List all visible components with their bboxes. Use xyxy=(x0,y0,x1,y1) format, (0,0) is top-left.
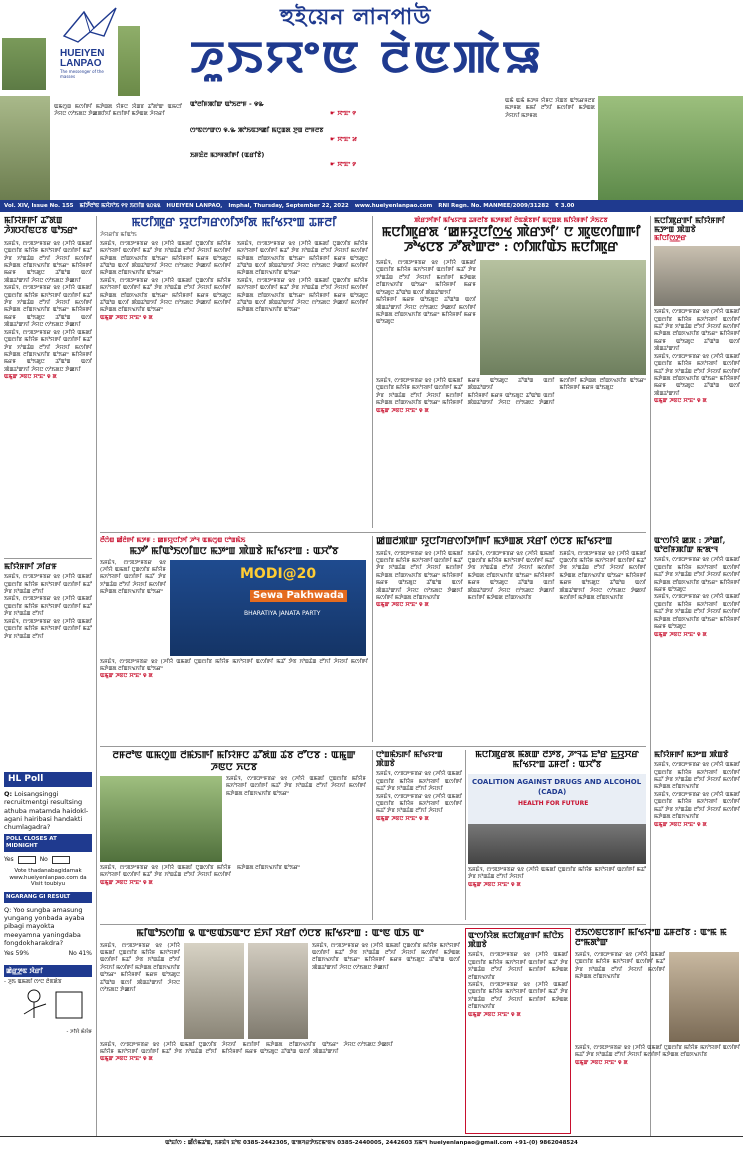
photo-person-2 xyxy=(248,943,308,1039)
teaser-strip xyxy=(0,96,743,200)
teaser-line-2: ꯁꯦꯟꯁꯦꯛꯁ ꯶.꯳ ꯄꯣꯏꯟꯇꯀꯤ ꯃꯅꯨꯡꯗ ꯇꯨꯡ ꯂꯦꯝꯂꯕ xyxy=(190,125,324,134)
photo-panel-people xyxy=(468,824,646,864)
article-body: ꯏꯝꯐꯥꯜ, ꯁꯦꯞꯇꯦꯝꯕꯔ ꯲꯱ (ꯍꯤꯌꯥ ꯑꯃꯗꯤ ꯅꯨꯡꯁꯤꯕ ꯃꯤꯌꯥꯝ ꯃꯈꯣꯌꯒꯤ ꯑꯁꯤꯒꯤ ꯃꯊꯧ ꯇꯥꯕ ꯈꯣꯡꯊꯥꯡ ꯂꯧꯈꯤ xyxy=(4,574,92,596)
article-a2 xyxy=(100,216,368,528)
headline: ꯃꯤꯑꯣꯏꯁꯤꯡ ꯲ ꯑꯦꯟꯑꯥꯏꯑꯦꯅ ꯐꯥꯈꯤ ꯋꯥꯔꯤ ꯁꯥꯅꯕ ꯃꯤꯠꯌꯦꯡ : ꯑꯦꯟ ꯑꯥꯏ ꯑꯦ xyxy=(136,928,424,939)
photo-meeting xyxy=(480,260,646,375)
cartoon-caption: - ꯍꯨꯏ ꯑꯃꯗꯤ ꯁꯦꯅ ꯂꯥꯟꯗꯥꯕ xyxy=(4,979,62,986)
article-body-3: ꯏꯝꯐꯥꯜ, ꯁꯦꯞꯇꯦꯝꯕꯔ ꯲꯱ (ꯍꯤꯌꯥ ꯑꯃꯗꯤ ꯅꯨꯡꯁꯤꯕ ꯃꯤꯌꯥꯝ ꯃꯈꯣꯌꯒꯤ ꯑꯁꯤꯒꯤ ꯃꯊꯧ ꯇꯥꯕ ꯈꯣꯡꯊꯥꯡ ꯂꯧꯈꯤ ꯍꯥꯌꯈꯤ ꯃꯁꯤꯒꯤ ꯃꯇꯥꯡꯗ ꯂꯤꯡꯈꯠꯈꯤꯕ ꯑꯣꯏꯔꯦ ꯃꯤꯌꯥꯝꯒꯤ ꯃꯔꯝ ꯑꯣꯏꯗꯨꯅ ꯊꯧꯑꯣꯡ ꯑꯁꯤ ꯄꯥꯡꯊꯣꯛꯈꯤ xyxy=(376,378,555,407)
article-body-2: ꯏꯝꯐꯥꯜ, ꯁꯦꯞꯇꯦꯝꯕꯔ ꯲꯱ (ꯍꯤꯌꯥ ꯑꯃꯗꯤ ꯅꯨꯡꯁꯤꯕ ꯃꯤꯌꯥꯝ ꯃꯈꯣꯌꯒꯤ ꯑꯁꯤꯒꯤ ꯃꯊꯧ ꯇꯥꯕ ꯈꯣꯡꯊꯥꯡ ꯂꯧꯈꯤ ꯍꯥꯌꯈꯤ ꯃꯁꯤꯒꯤ ꯃꯇꯥꯡꯗ ꯂꯤꯡꯈꯠꯈꯤꯕ xyxy=(654,791,740,821)
continued-link[interactable]: ꯑꯃꯨꯛ ꯍꯟꯅ ꯆꯦꯐꯦ ꯶ ꯗ xyxy=(100,1056,153,1063)
poll-result-question: Q: Yoo sungba amasung yungang yonbada ayaba pibagi mayokta meeyamna yaningdaba fongdokharakdra? xyxy=(4,906,85,947)
continued-link[interactable]: ꯑꯃꯨꯛ ꯍꯟꯅ ꯆꯦꯐꯦ ꯶ ꯗ xyxy=(376,407,429,414)
masthead-photo-tree xyxy=(118,26,140,96)
footer-contact: ꯑꯣꯐꯤꯁ : ꯀꯩꯁꯥꯃꯊꯣꯡ, ꯏꯝꯐꯥꯜ ꯐꯣꯟ 0385-2442305, ꯑꯦꯗꯚꯔꯇꯥꯏꯖꯃꯦꯟꯠ 0385-2440005, 2442603 ꯏꯃꯦꯜ hueiyenlanpao@gmail.com +91-(0) 9862048524 xyxy=(0,1136,743,1150)
byline: ꯍꯥꯌꯔꯤꯕ ꯃꯤꯑꯣꯏ xyxy=(100,231,137,238)
continued-link[interactable]: ꯑꯃꯨꯛ ꯍꯟꯅ ꯆꯦꯐꯦ ꯶ ꯗ xyxy=(654,821,707,828)
continued-link[interactable]: ꯑꯃꯨꯛ ꯍꯟꯅ ꯆꯦꯐꯦ ꯶ ꯗ xyxy=(575,1059,628,1066)
article-a5 xyxy=(100,536,368,742)
continued-link[interactable]: ꯑꯃꯨꯛ ꯍꯟꯅ ꯆꯦꯐꯦ ꯶ ꯗ xyxy=(376,602,429,609)
article-body-2: ꯏꯝꯐꯥꯜ, ꯁꯦꯞꯇꯦꯝꯕꯔ ꯲꯱ (ꯍꯤꯌꯥ ꯑꯃꯗꯤ ꯅꯨꯡꯁꯤꯕ ꯃꯤꯌꯥꯝ ꯃꯈꯣꯌꯒꯤ ꯑꯁꯤꯒꯤ ꯃꯊꯧ ꯇꯥꯕ ꯈꯣꯡꯊꯥꯡ ꯂꯧꯈꯤ ꯍꯥꯌꯈꯤ ꯃꯁꯤꯒꯤ ꯃꯇꯥꯡꯗ ꯂꯤꯡꯈꯠꯈꯤꯕ ꯑꯣꯏꯔꯦ xyxy=(100,865,300,879)
poll-vote-text[interactable]: Vote thadanabagidamak www.hueiyenlanpao.com da Visit toubiyu xyxy=(9,867,87,888)
article-a13 xyxy=(465,928,571,1134)
photo-award xyxy=(669,952,739,1042)
article-body: ꯏꯝꯐꯥꯜ, ꯁꯦꯞꯇꯦꯝꯕꯔ ꯲꯱ (ꯍꯤꯌꯥ ꯑꯃꯗꯤ ꯅꯨꯡꯁꯤꯕ ꯃꯤꯌꯥꯝ ꯃꯈꯣꯌꯒꯤ ꯑꯁꯤꯒꯤ ꯃꯊꯧ ꯇꯥꯕ ꯈꯣꯡꯊꯥꯡ ꯂꯧꯈꯤ ꯍꯥꯌꯈꯤ ꯃꯁꯤꯒꯤ ꯃꯇꯥꯡꯗ ꯂꯤꯡꯈꯠꯈꯤꯕ xyxy=(575,951,665,980)
continued-link[interactable]: ꯑꯃꯨꯛ ꯍꯟꯅ ꯆꯦꯐꯦ ꯶ ꯗ xyxy=(376,815,429,822)
article-col-1 xyxy=(226,776,366,862)
article-body-2: ꯃꯤꯌꯥꯝꯒꯤ ꯃꯔꯝ ꯑꯣꯏꯗꯨꯅ ꯊꯧꯑꯣꯡ ꯑꯁꯤ ꯄꯥꯡꯊꯣꯛꯈꯤ ꯍꯥꯌꯅ ꯁꯣꯏꯗꯅ ꯇꯥꯀꯈꯤ ꯃꯁꯤꯒꯤ ꯃꯇꯥꯡꯗ ꯂꯤꯡꯈꯠꯈꯤꯕ ꯑꯣꯏꯔꯦ ꯃꯤꯌꯥꯝꯒꯤ ꯃꯔꯝ ꯑꯣꯏꯗꯨꯅ xyxy=(376,297,476,326)
poll-yes-label: Yes xyxy=(4,855,14,863)
article-columns xyxy=(376,378,646,408)
subhead: ꯃꯤꯅꯤꯁ꯭ꯇꯔ xyxy=(654,234,687,243)
article-a7 xyxy=(654,536,740,742)
article-a3 xyxy=(376,216,646,528)
poll-no-pct: No 41% xyxy=(68,949,92,957)
cartoon-title: ꯀꯥꯔ꯭ꯇꯨꯟ ꯋꯥꯔꯤ xyxy=(4,965,92,977)
article-col-1 xyxy=(376,260,476,375)
article-body-3: ꯏꯝꯐꯥꯜ, ꯁꯦꯞꯇꯦꯝꯕꯔ ꯲꯱ (ꯍꯤꯌꯥ ꯑꯃꯗꯤ ꯅꯨꯡꯁꯤꯕ ꯃꯤꯌꯥꯝ ꯃꯈꯣꯌꯒꯤ ꯑꯁꯤꯒꯤ ꯃꯊꯧ ꯇꯥꯕ ꯈꯣꯡꯊꯥꯡ ꯂꯧꯈꯤ ꯍꯥꯌꯈꯤ ꯃꯁꯤꯒꯤ ꯃꯇꯥꯡꯗ ꯂꯤꯡꯈꯠꯈꯤꯕ ꯑꯣꯏꯔꯦ ꯃꯤꯌꯥꯝꯒꯤ ꯃꯔꯝ ꯑꯣꯏꯗꯨꯅ ꯊꯧꯑꯣꯡ ꯑꯁꯤ ꯄꯥꯡꯊꯣꯛꯈꯤ ꯍꯥꯌꯅ ꯁꯣꯏꯗꯅ ꯇꯥꯀꯈꯤ ꯃꯁꯤꯒꯤ ꯃꯇꯥꯡꯗ ꯂꯤꯡꯈꯠꯈꯤꯕ xyxy=(559,550,646,602)
logo xyxy=(60,6,120,79)
price: ₹ 3.00 xyxy=(555,202,575,209)
article-body-2: ꯏꯝꯐꯥꯜ, ꯁꯦꯞꯇꯦꯝꯕꯔ ꯲꯱ (ꯍꯤꯌꯥ ꯑꯃꯗꯤ ꯅꯨꯡꯁꯤꯕ ꯃꯤꯌꯥꯝ ꯃꯈꯣꯌꯒꯤ ꯑꯁꯤꯒꯤ ꯃꯊꯧ ꯇꯥꯕ ꯈꯣꯡꯊꯥꯡ ꯂꯧꯈꯤ ꯍꯥꯌꯈꯤ ꯃꯁꯤꯒꯤ ꯃꯇꯥꯡꯗ ꯂꯤꯡꯈꯠꯈꯤꯕ xyxy=(468,982,568,1011)
banner-cada-short: (CADA) xyxy=(538,787,567,796)
article-body: ꯏꯝꯐꯥꯜ, ꯁꯦꯞꯇꯦꯝꯕꯔ ꯲꯱ (ꯍꯤꯌꯥ ꯑꯃꯗꯤ ꯅꯨꯡꯁꯤꯕ ꯃꯤꯌꯥꯝ ꯃꯈꯣꯌꯒꯤ ꯑꯁꯤꯒꯤ ꯃꯊꯧ ꯇꯥꯕ ꯈꯣꯡꯊꯥꯡ ꯂꯧꯈꯤ ꯍꯥꯌꯈꯤ ꯃꯁꯤꯒꯤ ꯃꯇꯥꯡꯗ ꯂꯤꯡꯈꯠꯈꯤꯕ ꯑꯣꯏꯔꯦ ꯃꯤꯌꯥꯝꯒꯤ ꯃꯔꯝ ꯑꯣꯏꯗꯨꯅ ꯊꯧꯑꯣꯡ ꯑꯁꯤ ꯄꯥꯡꯊꯣꯛꯈꯤ ꯍꯥꯌꯅ ꯁꯣꯏꯗꯅ ꯇꯥꯀꯈꯤ ꯃꯁꯤꯒꯤ ꯃꯇꯥꯡꯗ ꯂꯤꯡꯈꯠꯈꯤꯕ ꯑꯣꯏꯔꯦ xyxy=(100,240,231,277)
masthead-title-meitei: ꯍꯨꯏꯌꯦꯟ ꯂꯥꯟꯄꯥꯎ xyxy=(190,32,544,83)
article-columns xyxy=(100,1042,460,1057)
poll-title: HL Poll xyxy=(4,772,92,787)
volume-issue: Vol. XIV, Issue No. 155 xyxy=(4,202,74,209)
poll-no-label: No xyxy=(39,855,48,863)
poll-options xyxy=(4,856,92,864)
article-columns xyxy=(100,241,368,315)
article-body-3: ꯏꯝꯐꯥꯜ, ꯁꯦꯞꯇꯦꯝꯕꯔ ꯲꯱ (ꯍꯤꯌꯥ ꯑꯃꯗꯤ ꯅꯨꯡꯁꯤꯕ ꯃꯤꯌꯥꯝ ꯃꯈꯣꯌꯒꯤ ꯑꯁꯤꯒꯤ ꯃꯊꯧ ꯇꯥꯕ ꯈꯣꯡꯊꯥꯡ ꯂꯧꯈꯤ ꯍꯥꯌꯈꯤ ꯃꯁꯤꯒꯤ ꯃꯇꯥꯡꯗ ꯂꯤꯡꯈꯠꯈꯤꯕ ꯑꯣꯏꯔꯦ ꯃꯤꯌꯥꯝꯒꯤ ꯃꯔꯝ ꯑꯣꯏꯗꯨꯅ ꯊꯧꯑꯣꯡ ꯑꯁꯤ ꯄꯥꯡꯊꯣꯛꯈꯤ ꯍꯥꯌꯅ ꯁꯣꯏꯗꯅ ꯇꯥꯀꯈꯤ xyxy=(4,329,92,373)
article-body: ꯏꯝꯐꯥꯜ, ꯁꯦꯞꯇꯦꯝꯕꯔ ꯲꯱ (ꯍꯤꯌꯥ ꯑꯃꯗꯤ ꯅꯨꯡꯁꯤꯕ ꯃꯤꯌꯥꯝ ꯃꯈꯣꯌꯒꯤ ꯑꯁꯤꯒꯤ ꯃꯊꯧ ꯇꯥꯕ ꯈꯣꯡꯊꯥꯡ ꯂꯧꯈꯤ ꯍꯥꯌꯈꯤ ꯃꯁꯤꯒꯤ ꯃꯇꯥꯡꯗ ꯂꯤꯡꯈꯠꯈꯤꯕ xyxy=(654,762,740,791)
photo-modi-event xyxy=(170,560,366,656)
poll-closes: POLL CLOSES AT MIDNIGHT xyxy=(4,834,92,852)
teaser-index xyxy=(190,100,500,177)
article-body-2: ꯏꯝꯐꯥꯜ, ꯁꯦꯞꯇꯦꯝꯕꯔ ꯲꯱ (ꯍꯤꯌꯥ ꯑꯃꯗꯤ ꯅꯨꯡꯁꯤꯕ ꯃꯤꯌꯥꯝ ꯃꯈꯣꯌꯒꯤ ꯑꯁꯤꯒꯤ ꯃꯊꯧ ꯇꯥꯕ ꯈꯣꯡꯊꯥꯡ ꯂꯧꯈꯤ ꯍꯥꯌꯈꯤ ꯃꯁꯤꯒꯤ ꯃꯇꯥꯡꯗ ꯂꯤꯡꯈꯠꯈꯤꯕ xyxy=(575,1044,740,1059)
banner-bjp: BHARATIYA JANATA PARTY xyxy=(244,609,321,617)
teaser-photo-left xyxy=(0,96,50,200)
article-body-3: ꯏꯝꯐꯥꯜ, ꯁꯦꯞꯇꯦꯝꯕꯔ ꯲꯱ (ꯍꯤꯌꯥ ꯑꯃꯗꯤ ꯅꯨꯡꯁꯤꯕ ꯃꯤꯌꯥꯝ ꯃꯈꯣꯌꯒꯤ ꯑꯁꯤꯒꯤ ꯃꯊꯧ ꯇꯥꯕ ꯈꯣꯡꯊꯥꯡ ꯂꯧꯈꯤ ꯍꯥꯌꯈꯤ ꯃꯁꯤꯒꯤ ꯃꯇꯥꯡꯗ ꯂꯤꯡꯈꯠꯈꯤꯕ ꯑꯣꯏꯔꯦ ꯃꯤꯌꯥꯝꯒꯤ ꯃꯔꯝ ꯑꯣꯏꯗꯨꯅ ꯊꯧꯑꯣꯡ ꯑꯁꯤ ꯄꯥꯡꯊꯣꯛꯈꯤ ꯍꯥꯌꯅ ꯁꯣꯏꯗꯅ ꯇꯥꯀꯈꯤ xyxy=(100,1041,393,1055)
hl-poll xyxy=(4,772,92,1062)
cartoon-figure-icon xyxy=(4,986,92,1026)
masthead xyxy=(0,0,743,96)
article-body-2: ꯏꯝꯐꯥꯜ, ꯁꯦꯞꯇꯦꯝꯕꯔ ꯲꯱ (ꯍꯤꯌꯥ ꯑꯃꯗꯤ ꯅꯨꯡꯁꯤꯕ ꯃꯤꯌꯥꯝ ꯃꯈꯣꯌꯒꯤ ꯑꯁꯤꯒꯤ ꯃꯊꯧ ꯇꯥꯕ ꯈꯣꯡꯊꯥꯡ ꯂꯧꯈꯤ ꯍꯥꯌꯈꯤ ꯃꯁꯤꯒꯤ ꯃꯇꯥꯡꯗ ꯂꯤꯡꯈꯠꯈꯤꯕ ꯑꯣꯏꯔꯦ ꯃꯤꯌꯥꯝꯒꯤ ꯃꯔꯝ ꯑꯣꯏꯗꯨꯅ ꯊꯧꯑꯣꯡ ꯑꯁꯤ ꯄꯥꯡꯊꯣꯛꯈꯤ ꯍꯥꯌꯅ ꯁꯣꯏꯗꯅ ꯇꯥꯀꯈꯤ ꯃꯁꯤꯒꯤ ꯃꯇꯥꯡꯗ ꯂꯤꯡꯈꯠꯈꯤꯕ ꯑꯣꯏꯔꯦ xyxy=(100,277,231,314)
article-a9 xyxy=(376,750,462,920)
logo-word-1: HUEIYEN xyxy=(60,47,105,59)
rni-regn: RNI Regn. No. MANMEE/2009/31282 xyxy=(438,202,550,209)
article-a15 xyxy=(4,562,92,762)
continued-link[interactable]: ꯑꯃꯨꯛ ꯍꯟꯅ ꯆꯦꯐꯦ ꯶ ꯗ xyxy=(100,314,153,321)
cartoon-credit: - ꯍꯤꯌꯥ ꯃꯥꯌꯥꯝ xyxy=(66,1028,92,1035)
article-body-2: ꯏꯝꯐꯥꯜ, ꯁꯦꯞꯇꯦꯝꯕꯔ ꯲꯱ (ꯍꯤꯌꯥ ꯑꯃꯗꯤ ꯅꯨꯡꯁꯤꯕ ꯃꯤꯌꯥꯝ ꯃꯈꯣꯌꯒꯤ ꯑꯁꯤꯒꯤ ꯃꯊꯧ ꯇꯥꯕ ꯈꯣꯡꯊꯥꯡ ꯂꯧꯈꯤ ꯍꯥꯌꯈꯤ xyxy=(376,793,462,815)
photo-minister xyxy=(654,246,740,306)
article-body-2: ꯏꯝꯐꯥꯜ, ꯁꯦꯞꯇꯦꯝꯕꯔ ꯲꯱ (ꯍꯤꯌꯥ ꯑꯃꯗꯤ ꯅꯨꯡꯁꯤꯕ ꯃꯤꯌꯥꯝ ꯃꯈꯣꯌꯒꯤ ꯑꯁꯤꯒꯤ ꯃꯊꯧ ꯇꯥꯕ ꯈꯣꯡꯊꯥꯡ ꯂꯧꯈꯤ xyxy=(4,596,92,618)
article-body: ꯏꯝꯐꯥꯜ, ꯁꯦꯞꯇꯦꯝꯕꯔ ꯲꯱ (ꯍꯤꯌꯥ ꯑꯃꯗꯤ ꯅꯨꯡꯁꯤꯕ ꯃꯤꯌꯥꯝ ꯃꯈꯣꯌꯒꯤ ꯑꯁꯤꯒꯤ ꯃꯊꯧ ꯇꯥꯕ ꯈꯣꯡꯊꯥꯡ ꯂꯧꯈꯤ ꯍꯥꯌꯈꯤ ꯃꯁꯤꯒꯤ ꯃꯇꯥꯡꯗ ꯂꯤꯡꯈꯠꯈꯤꯕ ꯑꯣꯏꯔꯦ ꯃꯤꯌꯥꯝꯒꯤ ꯃꯔꯝ ꯑꯣꯏꯗꯨꯅ ꯊꯧꯑꯣꯡ ꯑꯁꯤ ꯄꯥꯡꯊꯣꯛꯈꯤ ꯍꯥꯌꯅ ꯁꯣꯏꯗꯅ ꯇꯥꯀꯈꯤ ꯃꯁꯤꯒꯤ ꯃꯇꯥꯡꯗ ꯂꯤꯡꯈꯠꯈꯤꯕ xyxy=(376,550,463,602)
headline: ꯃꯤꯌꯥꯝꯒꯤ ꯊꯧꯗꯥꯡ ꯍꯥꯞꯆꯤꯟꯅꯕ ꯑꯣꯏꯔꯦ xyxy=(4,216,78,237)
poll-yes-box[interactable] xyxy=(18,856,36,864)
headline: ꯃꯤꯌꯥꯝꯒꯤ ꯃꯇꯦꯡ ꯄꯥꯡꯕꯥ xyxy=(654,750,729,759)
poll-yes-pct: Yes 59% xyxy=(4,949,29,957)
headline: ꯃꯤꯌꯥꯝꯒꯤ ꯍꯤꯔꯝ xyxy=(4,562,57,571)
dateline-bar xyxy=(0,200,743,212)
kicker: ꯄꯥꯔꯇꯤꯒꯤ ꯃꯤꯠꯌꯦꯡ ꯊꯝꯂꯤꯕ ꯃꯇꯝꯗꯤ ꯂꯥꯟꯗꯥꯕꯒꯤ ꯃꯅꯨꯡꯗ ꯃꯤꯌꯥꯝꯒꯤ ꯍꯥꯏꯖꯕ xyxy=(414,216,608,224)
poll-result-pct xyxy=(4,950,92,958)
place-date: Imphal, Thursday, September 22, 2022 xyxy=(228,202,349,209)
headline: ꯀꯥꯡꯂꯩꯄꯥꯛ ꯌꯨꯅꯤꯚꯔꯁꯤꯇꯤꯒꯤ ꯃꯇꯥꯡꯗ ꯋꯥꯔꯤ ꯁꯥꯅꯕ ꯃꯤꯠꯌꯦꯡ xyxy=(376,536,613,547)
headline: ꯂꯥꯏꯁꯥꯟꯅꯕꯒꯤ ꯃꯤꯠꯌꯦꯡ ꯊꯝꯂꯤꯕ : ꯑꯦꯃꯥ ꯃꯥ ꯂꯦꯃꯗꯣꯛ xyxy=(575,928,727,949)
article-body: ꯏꯝꯐꯥꯜ, ꯁꯦꯞꯇꯦꯝꯕꯔ ꯲꯱ (ꯍꯤꯌꯥ ꯑꯃꯗꯤ ꯅꯨꯡꯁꯤꯕ ꯃꯤꯌꯥꯝ ꯃꯈꯣꯌꯒꯤ ꯑꯁꯤꯒꯤ ꯃꯊꯧ ꯇꯥꯕ ꯈꯣꯡꯊꯥꯡ ꯂꯧꯈꯤ ꯍꯥꯌꯈꯤ ꯃꯁꯤꯒꯤ ꯃꯇꯥꯡꯗ ꯂꯤꯡꯈꯠꯈꯤꯕ ꯑꯣꯏꯔꯦ xyxy=(226,776,366,797)
article-a1 xyxy=(4,216,92,556)
continued-link[interactable]: ꯑꯃꯨꯛ ꯍꯟꯅ ꯆꯦꯐꯦ ꯶ ꯗ xyxy=(4,374,57,381)
headline: ꯂꯝꯂꯣꯟ ꯑꯃꯁꯨꯡ ꯂꯩꯃꯥꯏꯒꯤ ꯃꯤꯌꯥꯝꯅ ꯊꯧꯗꯥꯡ ꯊꯥꯕ ꯂꯧꯅꯕ : ꯑꯃꯨꯛ ꯍꯟꯅ ꯈꯅꯕ xyxy=(112,750,356,773)
photo-person-1 xyxy=(184,943,244,1039)
article-body: ꯏꯝꯐꯥꯜ, ꯁꯦꯞꯇꯦꯝꯕꯔ ꯲꯱ (ꯍꯤꯌꯥ ꯑꯃꯗꯤ ꯅꯨꯡꯁꯤꯕ ꯃꯤꯌꯥꯝ ꯃꯈꯣꯌꯒꯤ ꯑꯁꯤꯒꯤ ꯃꯊꯧ ꯇꯥꯕ ꯈꯣꯡꯊꯥꯡ ꯂꯧꯈꯤ ꯍꯥꯌꯈꯤ ꯃꯁꯤꯒꯤ ꯃꯇꯥꯡꯗ ꯂꯤꯡꯈꯠꯈꯤꯕ ꯑꯣꯏꯔꯦ ꯃꯤꯌꯥꯝꯒꯤ ꯃꯔꯝ ꯑꯣꯏꯗꯨꯅ ꯊꯧꯑꯣꯡ ꯑꯁꯤ ꯄꯥꯡꯊꯣꯛꯈꯤ ꯍꯥꯌꯅ ꯁꯣꯏꯗꯅ ꯇꯥꯀꯈꯤ xyxy=(4,240,92,284)
article-body: ꯏꯝꯐꯥꯜ, ꯁꯦꯞꯇꯦꯝꯕꯔ ꯲꯱ (ꯍꯤꯌꯥ ꯑꯃꯗꯤ ꯅꯨꯡꯁꯤꯕ ꯃꯤꯌꯥꯝ ꯃꯈꯣꯌꯒꯤ ꯑꯁꯤꯒꯤ ꯃꯊꯧ ꯇꯥꯕ ꯈꯣꯡꯊꯥꯡ ꯂꯧꯈꯤ ꯍꯥꯌꯈꯤ ꯃꯁꯤꯒꯤ ꯃꯇꯥꯡꯗ ꯂꯤꯡꯈꯠꯈꯤꯕ ꯑꯣꯏꯔꯦ xyxy=(100,559,166,596)
article-body: ꯏꯝꯐꯥꯜ, ꯁꯦꯞꯇꯦꯝꯕꯔ ꯲꯱ (ꯍꯤꯌꯥ ꯑꯃꯗꯤ ꯅꯨꯡꯁꯤꯕ ꯃꯤꯌꯥꯝ ꯃꯈꯣꯌꯒꯤ ꯑꯁꯤꯒꯤ ꯃꯊꯧ ꯇꯥꯕ ꯈꯣꯡꯊꯥꯡ ꯂꯧꯈꯤ ꯍꯥꯌꯈꯤ ꯃꯁꯤꯒꯤ ꯃꯇꯥꯡꯗ ꯂꯤꯡꯈꯠꯈꯤꯕ ꯑꯣꯏꯔꯦ ꯃꯤꯌꯥꯝꯒꯤ ꯃꯔꯝ ꯑꯣꯏꯗꯨꯅ ꯊꯧꯑꯣꯡ ꯑꯁꯤ ꯄꯥꯡꯊꯣꯛꯈꯤ xyxy=(376,260,476,296)
article-body: ꯏꯝꯐꯥꯜ, ꯁꯦꯞꯇꯦꯝꯕꯔ ꯲꯱ (ꯍꯤꯌꯥ ꯑꯃꯗꯤ ꯅꯨꯡꯁꯤꯕ ꯃꯤꯌꯥꯝ ꯃꯈꯣꯌꯒꯤ ꯑꯁꯤꯒꯤ ꯃꯊꯧ ꯇꯥꯕ ꯈꯣꯡꯊꯥꯡ ꯂꯧꯈꯤ ꯍꯥꯌꯈꯤ ꯃꯁꯤꯒꯤ ꯃꯇꯥꯡꯗ ꯂꯤꯡꯈꯠꯈꯤꯕ ꯑꯣꯏꯔꯦ ꯃꯤꯌꯥꯝꯒꯤ ꯃꯔꯝ ꯑꯣꯏꯗꯨꯅ ꯊꯧꯑꯣꯡ ꯑꯁꯤ ꯄꯥꯡꯊꯣꯛꯈꯤ xyxy=(654,309,740,353)
article-a14 xyxy=(575,928,740,1134)
article-col-1 xyxy=(100,560,166,656)
article-body: ꯏꯝꯐꯥꯜ, ꯁꯦꯞꯇꯦꯝꯕꯔ ꯲꯱ (ꯍꯤꯌꯥ ꯑꯃꯗꯤ ꯅꯨꯡꯁꯤꯕ ꯃꯤꯌꯥꯝ ꯃꯈꯣꯌꯒꯤ ꯑꯁꯤꯒꯤ ꯃꯊꯧ ꯇꯥꯕ ꯈꯣꯡꯊꯥꯡ ꯂꯧꯈꯤ ꯍꯥꯌꯈꯤ ꯃꯁꯤꯒꯤ ꯃꯇꯥꯡꯗ ꯂꯤꯡꯈꯠꯈꯤꯕ xyxy=(468,952,568,981)
masthead-title-bengali: হুইয়েন লানপাউ xyxy=(280,4,432,30)
article-body: ꯏꯝꯐꯥꯜ, ꯁꯦꯞꯇꯦꯝꯕꯔ ꯲꯱ (ꯍꯤꯌꯥ ꯑꯃꯗꯤ ꯅꯨꯡꯁꯤꯕ ꯃꯤꯌꯥꯝ ꯃꯈꯣꯌꯒꯤ ꯑꯁꯤꯒꯤ ꯃꯊꯧ ꯇꯥꯕ ꯈꯣꯡꯊꯥꯡ ꯂꯧꯈꯤ ꯍꯥꯌꯈꯤ xyxy=(468,866,646,881)
headline: ꯑꯦꯁꯤꯌꯥ ꯀꯞ : ꯍꯣꯀꯤ, ꯑꯣꯂꯤꯝꯄꯤꯛ ꯃꯦꯗꯦꯜ xyxy=(654,536,726,555)
headline: ꯃꯅꯤꯄꯨꯔꯒꯤ ꯃꯤꯌꯥꯝꯒꯤ ꯃꯇꯦꯡ ꯄꯥꯡꯕꯥ xyxy=(654,216,725,235)
article-body-2: ꯏꯝꯐꯥꯜ, ꯁꯦꯞꯇꯦꯝꯕꯔ ꯲꯱ (ꯍꯤꯌꯥ ꯑꯃꯗꯤ ꯅꯨꯡꯁꯤꯕ ꯃꯤꯌꯥꯝ ꯃꯈꯣꯌꯒꯤ ꯑꯁꯤꯒꯤ ꯃꯊꯧ ꯇꯥꯕ ꯈꯣꯡꯊꯥꯡ ꯂꯧꯈꯤ ꯍꯥꯌꯈꯤ ꯃꯁꯤꯒꯤ ꯃꯇꯥꯡꯗ ꯂꯤꯡꯈꯠꯈꯤꯕ ꯑꯣꯏꯔꯦ ꯃꯤꯌꯥꯝꯒꯤ ꯃꯔꯝ ꯑꯣꯏꯗꯨꯅ ꯊꯧꯑꯣꯡ ꯑꯁꯤ ꯄꯥꯡꯊꯣꯛꯈꯤ ꯍꯥꯌꯅ ꯁꯣꯏꯗꯅ ꯇꯥꯀꯈꯤ ꯃꯁꯤꯒꯤ ꯃꯇꯥꯡꯗ ꯂꯤꯡꯈꯠꯈꯤꯕ xyxy=(467,550,555,602)
teaser-page-2[interactable]: ☛ ꯆꯦꯐꯦ ꯷ xyxy=(330,135,357,143)
headline: ꯃꯅꯤꯄꯨꯔꯗ ‘ꯀꯝꯌꯨꯅꯤꯁ꯭ꯠ ꯄꯥꯔꯇꯤ’ ꯅ ꯄꯨꯟꯁꯤꯡꯒꯤ ꯍꯣꯠꯅꯕ ꯍꯧꯗꯣꯛꯂꯦ : ꯁꯤꯄꯤꯑꯥꯏ ꯃꯅꯤꯄꯨꯔ xyxy=(381,225,641,256)
website-link[interactable]: www.hueiyenlanpao.com xyxy=(354,202,433,209)
article-body-3: ꯏꯝꯐꯥꯜ, ꯁꯦꯞꯇꯦꯝꯕꯔ ꯲꯱ (ꯍꯤꯌꯥ ꯑꯃꯗꯤ ꯅꯨꯡꯁꯤꯕ ꯃꯤꯌꯥꯝ ꯃꯈꯣꯌꯒꯤ ꯑꯁꯤꯒꯤ ꯃꯊꯧ ꯇꯥꯕ ꯈꯣꯡꯊꯥꯡ ꯂꯧꯈꯤ xyxy=(4,618,92,640)
headline: ꯃꯅꯤꯄꯨꯔ ꯌꯨꯅꯤꯚꯔꯁꯤꯇꯤꯗ ꯃꯤꯠꯌꯦꯡ ꯊꯝꯂꯤ xyxy=(131,216,337,229)
continued-link[interactable]: ꯑꯃꯨꯛ ꯍꯟꯅ ꯆꯦꯐꯦ ꯶ ꯗ xyxy=(468,1011,521,1018)
poll-result-title: NGARANG GI RESULT xyxy=(4,892,92,903)
teaser-line-1: ꯑꯣꯂꯤꯝꯄꯤꯛ ꯑꯣꯏꯂꯦꯝ - ꯶꯳ xyxy=(190,100,264,108)
kicker: ꯂꯩꯁꯥꯡ ꯀꯪꯂꯥꯒꯤ ꯃꯇꯝ : ꯀꯝꯌꯨꯅꯤꯇꯤ ꯍꯣꯜ ꯑꯃꯁꯨꯡ ꯅꯣꯡꯃꯥꯏ xyxy=(100,536,246,544)
headline: ꯑꯦꯁꯤꯌꯥꯗ ꯃꯅꯤꯄꯨꯔꯒꯤ ꯃꯤꯅꯥꯏ ꯄꯥꯡꯕꯥ xyxy=(468,930,564,950)
article-col-1 xyxy=(100,943,180,1039)
teaser-photo-right xyxy=(598,96,743,200)
article-body: ꯏꯝꯐꯥꯜ, ꯁꯦꯞꯇꯦꯝꯕꯔ ꯲꯱ (ꯍꯤꯌꯥ ꯑꯃꯗꯤ ꯅꯨꯡꯁꯤꯕ ꯃꯤꯌꯥꯝ ꯃꯈꯣꯌꯒꯤ ꯑꯁꯤꯒꯤ ꯃꯊꯧ ꯇꯥꯕ ꯈꯣꯡꯊꯥꯡ ꯂꯧꯈꯤ ꯍꯥꯌꯈꯤ ꯃꯁꯤꯒꯤ ꯃꯇꯥꯡꯗ ꯂꯤꯡꯈꯠꯈꯤꯕ ꯑꯣꯏꯔꯦ ꯃꯤꯌꯥꯝꯒꯤ ꯃꯔꯝ ꯑꯣꯏꯗꯨꯅ ꯊꯧꯑꯣꯡ ꯑꯁꯤ ꯄꯥꯡꯊꯣꯛꯈꯤ ꯍꯥꯌꯅ ꯁꯣꯏꯗꯅ ꯇꯥꯀꯈꯤ xyxy=(100,942,180,994)
article-body-2: ꯏꯝꯐꯥꯜ, ꯁꯦꯞꯇꯦꯝꯕꯔ ꯲꯱ (ꯍꯤꯌꯥ ꯑꯃꯗꯤ ꯅꯨꯡꯁꯤꯕ ꯃꯤꯌꯥꯝ ꯃꯈꯣꯌꯒꯤ ꯑꯁꯤꯒꯤ ꯃꯊꯧ ꯇꯥꯕ ꯈꯣꯡꯊꯥꯡ ꯂꯧꯈꯤ ꯍꯥꯌꯈꯤ ꯃꯁꯤꯒꯤ ꯃꯇꯥꯡꯗ ꯂꯤꯡꯈꯠꯈꯤꯕ ꯑꯣꯏꯔꯦ ꯃꯤꯌꯥꯝꯒꯤ ꯃꯔꯝ ꯑꯣꯏꯗꯨꯅ xyxy=(654,594,740,631)
origami-bird-icon xyxy=(60,6,120,46)
article-a11 xyxy=(654,750,740,920)
teaser-left-text: ꯑꯃꯁꯨꯡ ꯃꯁꯤꯒꯤ ꯃꯇꯥꯡꯗ ꯌꯥꯝꯅ ꯋꯥꯡꯕ ꯊꯧꯗꯣꯛ ꯑꯃꯅꯤ ꯍꯥꯌꯅ ꯁꯣꯏꯗꯅ ꯇꯥꯀꯄꯤꯈꯤ ꯃꯁꯤꯒꯤ ꯃꯇꯥꯡꯗ ꯍꯥꯌꯔꯤ xyxy=(54,104,182,118)
article-body: ꯏꯝꯐꯥꯜ, ꯁꯦꯞꯇꯦꯝꯕꯔ ꯲꯱ (ꯍꯤꯌꯥ ꯑꯃꯗꯤ ꯅꯨꯡꯁꯤꯕ ꯃꯤꯌꯥꯝ ꯃꯈꯣꯌꯒꯤ ꯑꯁꯤꯒꯤ ꯃꯊꯧ ꯇꯥꯕ ꯈꯣꯡꯊꯥꯡ ꯂꯧꯈꯤ ꯍꯥꯌꯈꯤ xyxy=(376,771,462,793)
article-columns xyxy=(100,865,368,880)
article-body-2: ꯏꯝꯐꯥꯜ, ꯁꯦꯞꯇꯦꯝꯕꯔ ꯲꯱ (ꯍꯤꯌꯥ ꯑꯃꯗꯤ ꯅꯨꯡꯁꯤꯕ ꯃꯤꯌꯥꯝ ꯃꯈꯣꯌꯒꯤ ꯑꯁꯤꯒꯤ ꯃꯊꯧ ꯇꯥꯕ ꯈꯣꯡꯊꯥꯡ ꯂꯧꯈꯤ ꯍꯥꯌꯈꯤ ꯃꯁꯤꯒꯤ ꯃꯇꯥꯡꯗ ꯂꯤꯡꯈꯠꯈꯤꯕ ꯑꯣꯏꯔꯦ ꯃꯤꯌꯥꯝꯒꯤ ꯃꯔꯝ ꯑꯣꯏꯗꯨꯅ ꯊꯧꯑꯣꯡ ꯑꯁꯤ ꯄꯥꯡꯊꯣꯛꯈꯤ xyxy=(654,353,740,397)
banner-sewa: Sewa Pakhwada xyxy=(250,590,347,603)
article-a6 xyxy=(376,536,646,742)
continued-link[interactable]: ꯑꯃꯨꯛ ꯍꯟꯅ ꯆꯦꯐꯦ ꯶ ꯗ xyxy=(100,879,153,886)
article-body-3: ꯏꯝꯐꯥꯜ, ꯁꯦꯞꯇꯦꯝꯕꯔ ꯲꯱ (ꯍꯤꯌꯥ ꯑꯃꯗꯤ ꯅꯨꯡꯁꯤꯕ ꯃꯤꯌꯥꯝ ꯃꯈꯣꯌꯒꯤ ꯑꯁꯤꯒꯤ ꯃꯊꯧ ꯇꯥꯕ ꯈꯣꯡꯊꯥꯡ ꯂꯧꯈꯤ ꯍꯥꯌꯈꯤ ꯃꯁꯤꯒꯤ ꯃꯇꯥꯡꯗ ꯂꯤꯡꯈꯠꯈꯤꯕ ꯑꯣꯏꯔꯦ ꯃꯤꯌꯥꯝꯒꯤ ꯃꯔꯝ ꯑꯣꯏꯗꯨꯅ ꯊꯧꯑꯣꯡ ꯑꯁꯤ ꯄꯥꯡꯊꯣꯛꯈꯤ ꯍꯥꯌꯅ ꯁꯣꯏꯗꯅ ꯇꯥꯀꯈꯤ ꯃꯁꯤꯒꯤ ꯃꯇꯥꯡꯗ ꯂꯤꯡꯈꯠꯈꯤꯕ ꯑꯣꯏꯔꯦ xyxy=(237,240,368,277)
teaser-line-3: ꯏꯝꯐꯥꯂ ꯃꯇꯝꯗꯤꯒꯤ (ꯑꯔꯤꯕꯥ) xyxy=(190,151,265,160)
article-body: ꯏꯝꯐꯥꯜ, ꯁꯦꯞꯇꯦꯝꯕꯔ ꯲꯱ (ꯍꯤꯌꯥ ꯑꯃꯗꯤ ꯅꯨꯡꯁꯤꯕ ꯃꯤꯌꯥꯝ ꯃꯈꯣꯌꯒꯤ ꯑꯁꯤꯒꯤ ꯃꯊꯧ ꯇꯥꯕ ꯈꯣꯡꯊꯥꯡ ꯂꯧꯈꯤ ꯍꯥꯌꯈꯤ ꯃꯁꯤꯒꯤ ꯃꯇꯥꯡꯗ ꯂꯤꯡꯈꯠꯈꯤꯕ ꯑꯣꯏꯔꯦ ꯃꯤꯌꯥꯝꯒꯤ ꯃꯔꯝ ꯑꯣꯏꯗꯨꯅ xyxy=(654,557,740,594)
banner-modi20: MODI@20 xyxy=(240,565,317,582)
article-a10 xyxy=(468,750,646,920)
article-body-2: ꯏꯝꯐꯥꯜ, ꯁꯦꯞꯇꯦꯝꯕꯔ ꯲꯱ (ꯍꯤꯌꯥ ꯑꯃꯗꯤ ꯅꯨꯡꯁꯤꯕ ꯃꯤꯌꯥꯝ ꯃꯈꯣꯌꯒꯤ ꯑꯁꯤꯒꯤ ꯃꯊꯧ ꯇꯥꯕ ꯈꯣꯡꯊꯥꯡ ꯂꯧꯈꯤ ꯍꯥꯌꯈꯤ ꯃꯁꯤꯒꯤ ꯃꯇꯥꯡꯗ ꯂꯤꯡꯈꯠꯈꯤꯕ ꯑꯣꯏꯔꯦ xyxy=(100,658,368,673)
logo-tagline: The messenger of the masses xyxy=(60,68,104,79)
article-col-1 xyxy=(575,952,665,1042)
continued-link[interactable]: ꯑꯃꯨꯛ ꯍꯟꯅ ꯆꯦꯐꯦ ꯶ ꯗ xyxy=(654,398,707,405)
continued-link[interactable]: ꯑꯃꯨꯛ ꯍꯟꯅ ꯆꯦꯐꯦ ꯶ ꯗ xyxy=(100,673,153,680)
continued-link[interactable]: ꯑꯃꯨꯛ ꯍꯟꯅ ꯆꯦꯐꯦ ꯶ ꯗ xyxy=(468,881,521,888)
poll-no-box[interactable] xyxy=(52,856,70,864)
banner-health: HEALTH FOR FUTURE xyxy=(518,799,589,807)
photo-cada-event xyxy=(468,774,646,864)
headline: ꯃꯅꯤꯄꯨꯔꯗ ꯃꯥꯗꯛ ꯂꯩꯇꯕ, ꯍꯦꯜꯊ ꯐꯣꯔ ꯐ꯭ꯌꯨꯆꯔ ꯃꯤꯠꯌꯦꯡ ꯊꯝꯂꯤ : ꯑꯆꯧꯕ xyxy=(475,750,639,771)
headline: ꯅꯣꯡꯃꯥꯏꯒꯤ ꯃꯤꯠꯌꯦꯡ ꯄꯥꯡꯕꯥ xyxy=(376,750,443,769)
logo-word-2: LANPAO xyxy=(60,57,102,69)
photo-group-left xyxy=(100,776,222,862)
article-a8 xyxy=(100,750,368,920)
local-date: ꯃꯤꯇꯩꯂꯣꯟ ꯃꯆꯥꯈꯣꯏ ꯵꯱ ꯏꯁꯤꯡ ꯲꯰꯲꯲ xyxy=(79,202,161,209)
banner-cada: COALITION AGAINST DRUGS AND ALCOHOL xyxy=(472,777,642,786)
article-body-4: ꯃꯤꯌꯥꯝꯒꯤ ꯃꯔꯝ ꯑꯣꯏꯗꯨꯅ ꯊꯧꯑꯣꯡ ꯑꯁꯤ ꯄꯥꯡꯊꯣꯛꯈꯤ ꯍꯥꯌꯅ ꯁꯣꯏꯗꯅ ꯇꯥꯀꯈꯤ ꯃꯁꯤꯒꯤ ꯃꯇꯥꯡꯗ ꯂꯤꯡꯈꯠꯈꯤꯕ ꯑꯣꯏꯔꯦ ꯃꯤꯌꯥꯝꯒꯤ ꯃꯔꯝ ꯑꯣꯏꯗꯨꯅ xyxy=(467,378,646,407)
article-body-2: ꯏꯝꯐꯥꯜ, ꯁꯦꯞꯇꯦꯝꯕꯔ ꯲꯱ (ꯍꯤꯌꯥ ꯑꯃꯗꯤ ꯅꯨꯡꯁꯤꯕ ꯃꯤꯌꯥꯝ ꯃꯈꯣꯌꯒꯤ ꯑꯁꯤꯒꯤ ꯃꯊꯧ ꯇꯥꯕ ꯈꯣꯡꯊꯥꯡ ꯂꯧꯈꯤ ꯍꯥꯌꯈꯤ ꯃꯁꯤꯒꯤ ꯃꯇꯥꯡꯗ ꯂꯤꯡꯈꯠꯈꯤꯕ ꯑꯣꯏꯔꯦ ꯃꯤꯌꯥꯝꯒꯤ ꯃꯔꯝ ꯑꯣꯏꯗꯨꯅ ꯊꯧꯑꯣꯡ ꯑꯁꯤ ꯄꯥꯡꯊꯣꯛꯈꯤ ꯍꯥꯌꯅ ꯁꯣꯏꯗꯅ ꯇꯥꯀꯈꯤ xyxy=(312,942,460,971)
article-body-4: ꯏꯝꯐꯥꯜ, ꯁꯦꯞꯇꯦꯝꯕꯔ ꯲꯱ (ꯍꯤꯌꯥ ꯑꯃꯗꯤ ꯅꯨꯡꯁꯤꯕ ꯃꯤꯌꯥꯝ ꯃꯈꯣꯌꯒꯤ ꯑꯁꯤꯒꯤ ꯃꯊꯧ ꯇꯥꯕ ꯈꯣꯡꯊꯥꯡ ꯂꯧꯈꯤ ꯍꯥꯌꯈꯤ ꯃꯁꯤꯒꯤ ꯃꯇꯥꯡꯗ ꯂꯤꯡꯈꯠꯈꯤꯕ ꯑꯣꯏꯔꯦ ꯃꯤꯌꯥꯝꯒꯤ ꯃꯔꯝ ꯑꯣꯏꯗꯨꯅ ꯊꯧꯑꯣꯡ ꯑꯁꯤ ꯄꯥꯡꯊꯣꯛꯈꯤ ꯍꯥꯌꯅ ꯁꯣꯏꯗꯅ ꯇꯥꯀꯈꯤ ꯃꯁꯤꯒꯤ ꯃꯇꯥꯡꯗ ꯂꯤꯡꯈꯠꯈꯤꯕ ꯑꯣꯏꯔꯦ xyxy=(237,277,368,314)
continued-link[interactable]: ꯑꯃꯨꯛ ꯍꯟꯅ ꯆꯦꯐꯦ ꯶ ꯗ xyxy=(654,631,707,638)
article-columns xyxy=(376,551,646,603)
teaser-page-1[interactable]: ☛ ꯆꯦꯐꯦ ꯵ xyxy=(330,110,357,118)
headline: ꯃꯇꯧ ꯃꯤꯑꯣꯏꯁꯤꯡꯅ ꯃꯇꯦꯡ ꯄꯥꯡꯕꯥ ꯃꯤꯠꯌꯦꯡ : ꯑꯆꯧꯕ xyxy=(129,546,339,558)
teaser-right-text: ꯑꯃꯥ ꯑꯃꯥ ꯃꯇꯝ ꯌꯥꯝꯅ ꯋꯥꯡꯕ ꯑꯣꯏꯔꯝꯂꯕ ꯃꯇꯝꯗ ꯃꯃꯤ ꯂꯧꯈꯤ ꯃꯁꯤꯒꯤ ꯃꯇꯥꯡꯗ ꯍꯥꯌꯈꯤ ꯃꯇꯝꯗ xyxy=(505,98,595,119)
article-col-2 xyxy=(312,943,460,1039)
teaser-page-3[interactable]: ☛ ꯆꯦꯐꯦ ꯸ xyxy=(330,161,357,169)
article-body-2: ꯏꯝꯐꯥꯜ, ꯁꯦꯞꯇꯦꯝꯕꯔ ꯲꯱ (ꯍꯤꯌꯥ ꯑꯃꯗꯤ ꯅꯨꯡꯁꯤꯕ ꯃꯤꯌꯥꯝ ꯃꯈꯣꯌꯒꯤ ꯑꯁꯤꯒꯤ ꯃꯊꯧ ꯇꯥꯕ ꯈꯣꯡꯊꯥꯡ ꯂꯧꯈꯤ ꯍꯥꯌꯈꯤ ꯃꯁꯤꯒꯤ ꯃꯇꯥꯡꯗ ꯂꯤꯡꯈꯠꯈꯤꯕ ꯑꯣꯏꯔꯦ ꯃꯤꯌꯥꯝꯒꯤ ꯃꯔꯝ ꯑꯣꯏꯗꯨꯅ ꯊꯧꯑꯣꯡ ꯑꯁꯤ ꯄꯥꯡꯊꯣꯛꯈꯤ ꯍꯥꯌꯅ ꯁꯣꯏꯗꯅ ꯇꯥꯀꯈꯤ xyxy=(4,285,92,329)
paper-name: HUEIYEN LANPAO, xyxy=(166,202,223,209)
article-a4 xyxy=(654,216,740,528)
masthead-photo-woman xyxy=(2,38,46,90)
poll-question: Q: Loisangsinggi recruitmentgi resultsing athuba matamda haidoklagani hairibasi handakti chumlagadra? xyxy=(4,790,89,831)
article-a12 xyxy=(100,928,460,1134)
